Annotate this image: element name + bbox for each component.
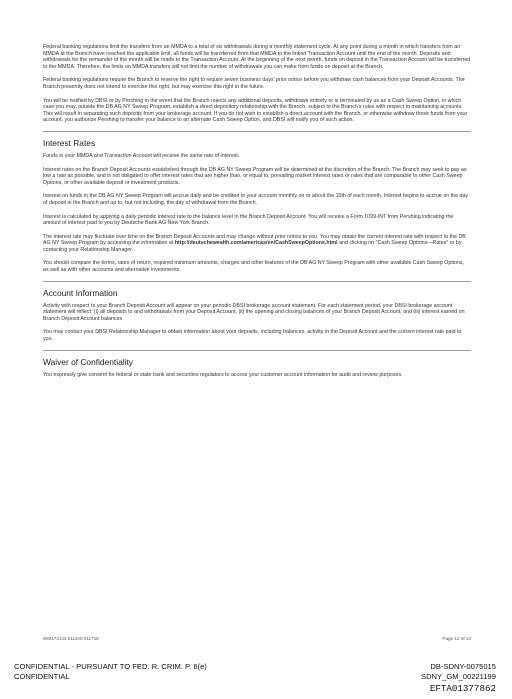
account-information-section [43,288,471,343]
section-divider [43,350,471,351]
paragraph-rate-discretion: Interest rates on the Branch Deposit Accounts established through the DB AG NY Sweep Program will be determined at the discretion of the Branch. The Branch may seek to pay as low a rate as possible, and is not obligated to offer interest rates that are higher than, or equal to, prevailing market interest rates or rates that are comparable to other Cash Sweep Options, or other available deposit or investment products. [43,166,467,186]
paragraph-withdrawal-notice: Federal banking regulations require the Branch to reserve the right to require seven business days' prior notice before you withdraw cash balances from your Deposit Accounts. The Branch presently does not intend to exercise this right, but may exercise this right in the future. [43,77,465,90]
interest-rates-section [43,138,471,274]
section-divider [43,281,471,282]
paragraph-same-rate: Funds in your MMDA and Transaction Account will receive the same rate of interest. [43,152,240,159]
efta-number: EFTA01377862 [429,683,496,694]
paragraph-contact-manager: You may contact your DBSI Relationship Manager to obtain information about your deposits, including balances, activity in the Deposit Account and the current interest rate paid to you. [43,329,462,343]
account-information-heading: Account Information [43,287,118,298]
bates-number-sdny: SDNY_GM_00221199 [421,672,496,681]
section-divider [43,131,471,132]
page-number: Page 12 of 13 [442,636,471,641]
paragraph-mmda-limits: Federal banking regulations limit the transfers from an MMDA to a total of six withdrawals during a monthly statement cycle. At any point during a month in which transfers from an MMDA at the Branch have reached the applicable limit, all funds will be transferred from that MMDA to the linked Transaction Account until the end of the month. Deposits and withdrawals for the remainder of the month will be made to the Transaction Account. At the beginning of the next month, funds on deposit in the Transaction Account will be transferred to the MMDA. Therefore, the limits on MMDA transfers will not limit the number of withdrawals you can make from funds on deposit at the Branch. [43,44,471,70]
paragraph-account-activity: Activity with respect to your Branch Deposit Account will appear on your periodic DBSI brokerage account statement. For each statement period, your DBSI brokerage account statement will reflect: (i) all deposits to and withdrawals from your Deposit Account, (ii) the opening and closing balances of your Branch Deposit Account, and (iii) interest earned on Branch Deposit Account balances [43,302,465,322]
confidential-stamp-line1: CONFIDENTIAL - PURSUANT TO FED. R. CRIM. P. 6(e) [14,662,207,671]
interest-rates-heading: Interest Rates [43,137,96,148]
document-body [43,44,471,385]
document-code: WM173143 011100.011718 [43,636,99,641]
paragraph-interest-accrual: Interest on funds in the DB AG NY Sweep Program will accrue daily and be credited to your account monthly on or about the 15th of each month. Interest begins to accrue on the day of deposit in the Branch and up to, but not including, the day of withdrawal from the Branch. [43,193,469,206]
waiver-heading: Waiver of Confidentiality [43,356,133,367]
rate-text-after: and clicking on "Cash Sweep Options—Rates" or by contacting your Relationship Manager. [43,240,462,253]
paragraph-compare-terms: You should compare the terms, rates of return, required minimum amounts, charges and other features of the DB AG NY Sweep Program with other available Cash Sweep Options, as well as with other accounts and alternative investments. [43,260,465,274]
paragraph-interest-calculation: Interest is calculated by applying a daily periodic interest rate to the balance level in the Branch Deposit Account. You will receive a Form 1099-INT from Pershing indicating the amount of interest paid to you by Deutsche Bank AG New York Branch. [43,213,454,227]
rates-url-link[interactable]: http://deutschewealth.com/americas/en/CashSweepOptions.html [174,240,338,247]
paragraph-rate-fluctuation [43,234,471,254]
paragraph-branch-rejection: You will be notified by DBSI or by Pershing in the event that the Branch rejects any additional deposits, withdraws entirely or is terminated by us as a Cash Sweep Option, in which case you may, outside the DB AG NY Sweep Program, establish a direct depository relationship with the Branch, subject to the Branch's rules with respect to maintaining accounts. This will result in separating such deposits from your brokerage account. If you do not wish to establish a direct account with the Branch, or otherwise withdraw those funds from your account, you authorize Pershing to transfer your balance to an alternate Cash Sweep Option, and DBSI will notify you of such action. [43,97,468,124]
paragraph-waiver-consent: You expressly give consent for federal or state bank and securities regulators to access your customer account information for audit and review purposes. [43,371,403,378]
bates-number-db: DB-SDNY-0075015 [430,662,496,671]
rate-text-before: The interest rate may fluctuate over time on the Branch Deposit Accounts and may change without prior notice to you. You may obtain the current interest rate with respect to the DB AG NY Sweep Program by accessing the information at [43,233,466,247]
waiver-section [43,357,471,379]
confidential-stamp-line2: CONFIDENTIAL [14,672,70,681]
intro-section [43,44,471,124]
